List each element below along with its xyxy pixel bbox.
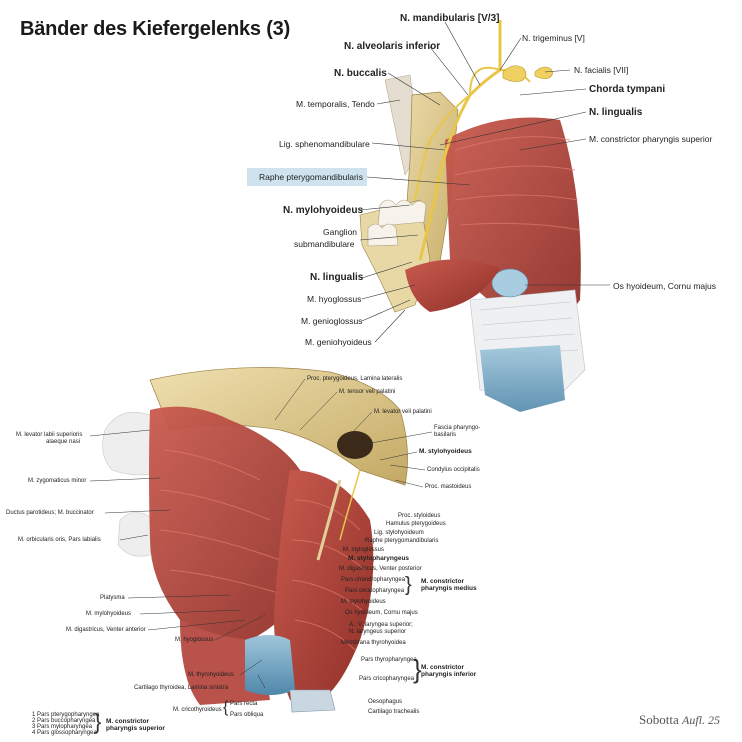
legend-item: 1 Pars pterygopharyngea [32, 712, 100, 718]
label-n-facialis: N. facialis [VII] [574, 65, 629, 75]
label-proc-styloideus: Proc. styloideus [398, 513, 441, 519]
label-chorda-tympani: Chorda tympani [589, 84, 666, 95]
legend-item: 3 Pars mylopharyngea [32, 724, 93, 730]
label-cartilago-thyroidea: Cartilago thyroidea, Lamina sinistra [134, 685, 229, 691]
upper-figure [360, 20, 585, 412]
legend-group-1: M. constrictor [106, 718, 149, 725]
label-ganglion-2: submandibulare [294, 239, 355, 249]
label-raphe-pterygomandibularis: Raphe pterygomandibularis [259, 172, 363, 182]
label-fascia-2: basilaris [434, 432, 457, 438]
label-fascia-1: Fascia pharyngo- [434, 425, 481, 431]
brace-constrictor-medius: } [405, 574, 412, 596]
brand-name: Sobotta [639, 712, 679, 727]
label-styloglossus: M. styloglossus [343, 547, 385, 553]
label-laryngea-2: N. laryngeus superior [349, 629, 407, 635]
label-pars-crico: Pars cricopharyngea [359, 676, 415, 682]
label-thyrohyoideus: M. thyrohyoideus [188, 672, 234, 678]
label-n-trigeminus: N. trigeminus [V] [522, 33, 585, 43]
label-cartilago-trachealis: Cartilago trachealis [368, 709, 420, 715]
label-m-constrictor-superior: M. constrictor pharyngis superior [589, 134, 713, 144]
label-pars-obliqua: Pars obliqua [230, 712, 264, 718]
label-constrictor-medius-1: M. constrictor [421, 578, 464, 585]
label-proc-pterygoideus: Proc. pterygoideus, Lamina lateralis [307, 376, 403, 382]
label-m-temporalis: M. temporalis, Tendo [296, 99, 375, 109]
label-stylohyoideus-bottom: M. stylohyoideus [341, 599, 386, 605]
label-constrictor-inf-2: pharyngis inferior [421, 671, 477, 678]
label-n-lingualis-top: N. lingualis [589, 107, 643, 118]
label-hyoglossus: M. hyoglossus [175, 637, 214, 643]
label-pars-cerato: Pars ceratopharyngea [345, 588, 405, 594]
label-membrana: Membrana thyrohyoidea [341, 640, 406, 646]
label-m-genioglossus: M. genioglossus [301, 316, 363, 326]
label-stylohyoideus-top: M. stylohyoideus [419, 448, 472, 455]
brand-watermark [639, 712, 720, 728]
label-n-buccalis: N. buccalis [334, 68, 387, 79]
label-ganglion-1: Ganglion [323, 227, 358, 237]
label-cricothyroideus: M. cricothyroideus [173, 707, 222, 713]
label-pars-chondro: Pars chondropharyngea [341, 577, 406, 583]
label-laryngea-1: A.; V. laryngea superior; [349, 622, 413, 628]
label-tensor-veli: M. tensor veli palatini [339, 389, 396, 395]
label-orbicularis-oris: M. orbicularis oris, Pars labialis [18, 537, 101, 543]
label-proc-mastoideus: Proc. mastoideus [425, 484, 472, 490]
label-constrictor-medius-2: pharyngis medius [421, 585, 477, 592]
brace-legend: } [94, 709, 102, 734]
label-digastricus-posterior: M. digastricus, Venter posterior [339, 566, 422, 572]
label-ductus-parotideus: Ductus parotideus; M. buccinator [6, 510, 94, 516]
label-levator-labii-1: M. levator labii superioris [16, 432, 83, 438]
label-pars-thyro: Pars thyropharyngea [361, 657, 417, 663]
label-lig-stylohyoideum: Lig. stylohyoideum [374, 530, 424, 536]
label-constrictor-inf-1: M. constrictor [421, 664, 464, 671]
label-n-lingualis-bottom: N. lingualis [310, 272, 364, 283]
brace-cricothyroideus: { [223, 699, 229, 716]
page-title: Bänder des Kiefergelenks (3) [20, 18, 291, 40]
label-condylus: Condylus occipitalis [427, 467, 480, 473]
label-levator-veli: M. levator veli palatini [374, 409, 432, 415]
label-pars-recta: Pars recta [230, 701, 258, 707]
label-n-mandibularis: N. mandibularis [V/3] [400, 13, 500, 24]
label-n-mylohyoideus: N. mylohyoideus [283, 205, 364, 216]
label-lig-sphenomandibulare: Lig. sphenomandibulare [279, 139, 370, 149]
legend-item: 2 Pars buccopharyngea [32, 718, 96, 724]
label-zygomaticus-minor: M. zygomaticus minor [28, 478, 87, 484]
legend-group-2: pharyngis superior [106, 725, 165, 732]
label-m-hyoglossus: M. hyoglossus [307, 294, 362, 304]
label-raphe-small: Raphe pterygomandibularis [365, 538, 439, 544]
label-hamulus: Hamulus pterygoideus [386, 521, 446, 527]
legend-item: 4 Pars glossopharyngea [32, 730, 97, 736]
label-os-hyoideum-small: Os hyoideum, Cornu majus [345, 610, 418, 616]
label-oesophagus: Oesophagus [368, 699, 403, 705]
label-levator-labii-2: alaeque nasi [46, 439, 81, 445]
brace-constrictor-inferior: } [413, 654, 422, 684]
label-platysma: Platysma [100, 595, 125, 601]
label-n-alveolaris-inferior: N. alveolaris inferior [344, 41, 441, 52]
label-digastricus-anterior: M. digastricus, Venter anterior [66, 627, 146, 633]
brand-edition: Aufl. 25 [682, 713, 720, 727]
label-m-geniohyoideus: M. geniohyoideus [305, 337, 372, 347]
label-os-hyoideum: Os hyoideum, Cornu majus [613, 281, 716, 291]
label-stylopharyngeus: M. stylopharyngeus [348, 555, 410, 562]
label-mylohyoideus: M. mylohyoideus [86, 611, 132, 617]
